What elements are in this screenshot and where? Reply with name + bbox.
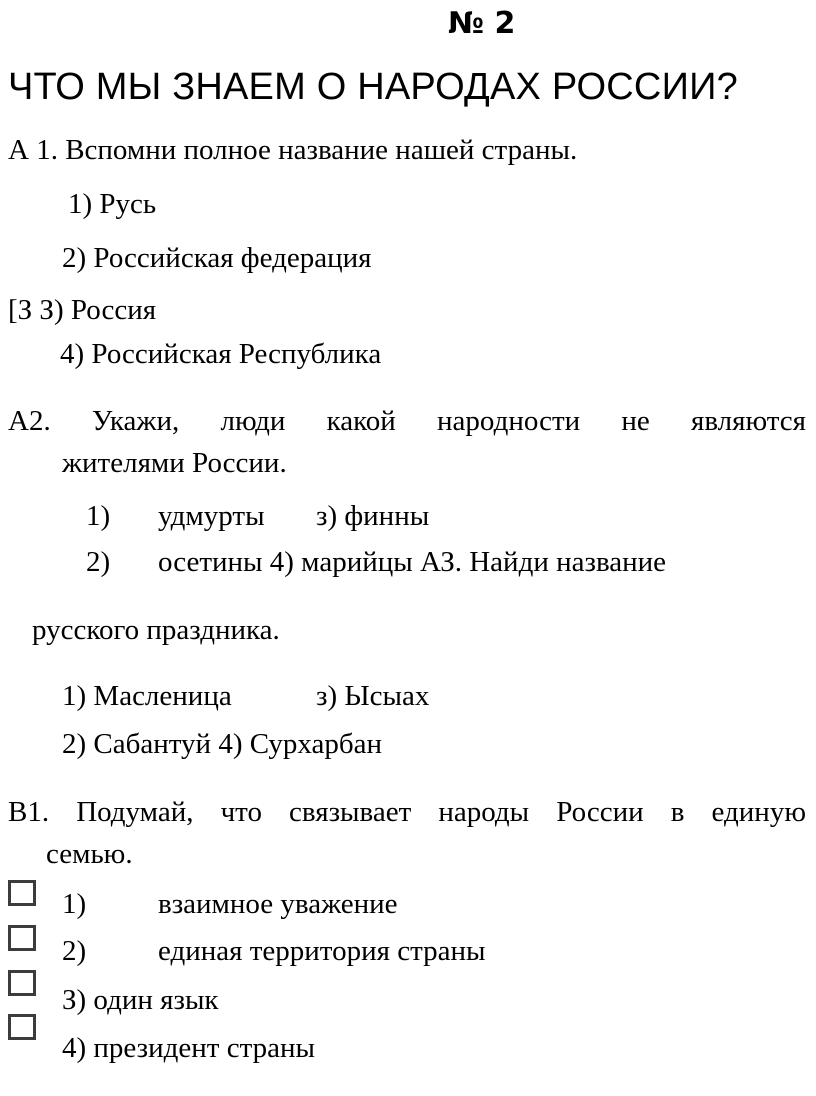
checkbox-b1-option-4[interactable] — [8, 1014, 36, 1040]
checkbox-b1-option-3[interactable] — [8, 970, 36, 996]
checkbox-b1-option-2[interactable] — [8, 925, 36, 951]
b1-option-2-text: единая территория страны — [158, 935, 486, 967]
a2-option-1-text: удмурты — [158, 500, 265, 532]
b1-option-4: 4) президент страны — [62, 1032, 315, 1064]
question-a2-line2: жителями России. — [62, 447, 287, 479]
question-b1-line2: семью. — [46, 838, 133, 870]
question-a2-line1: А2. Укажи, люди какой народности не являются — [8, 405, 806, 437]
a3-option-row-2: 2) Сабантуй 4) Сурхарбан — [62, 728, 382, 760]
question-a3-continuation: русского праздника. — [32, 614, 280, 646]
task-number: № 2 — [448, 6, 516, 41]
b1-option-2-number: 2) — [62, 935, 87, 967]
a2-option-2-line: осетины 4) марийцы АЗ. Найди название — [158, 546, 667, 578]
question-b1-line1: В1. Подумай, что связывает народы России в единую — [8, 796, 806, 828]
a3-option-1: 1) Масленица — [62, 680, 232, 712]
a1-option-4: 4) Российская Республика — [60, 338, 382, 370]
b1-option-1-number: 1) — [62, 888, 87, 920]
a2-option-1-number: 1) — [86, 500, 111, 532]
a2-option-2-number: 2) — [86, 546, 111, 578]
a2-option-3: з) финны — [316, 500, 430, 532]
page-title: ЧТО МЫ ЗНАЕМ О НАРОДАХ РОССИИ? — [8, 66, 738, 108]
a1-option-2: 2) Российская федерация — [62, 242, 372, 274]
a1-option-3: [З З) Россия — [8, 294, 157, 326]
checkbox-b1-option-1[interactable] — [8, 880, 36, 906]
question-a1: А 1. Вспомни полное название нашей страны. — [8, 134, 578, 166]
a3-option-3: з) Ысыах — [316, 680, 430, 712]
b1-option-3: З) один язык — [62, 984, 219, 1016]
a1-option-1: 1) Русь — [68, 188, 157, 220]
b1-option-1-text: взаимное уважение — [158, 888, 398, 920]
